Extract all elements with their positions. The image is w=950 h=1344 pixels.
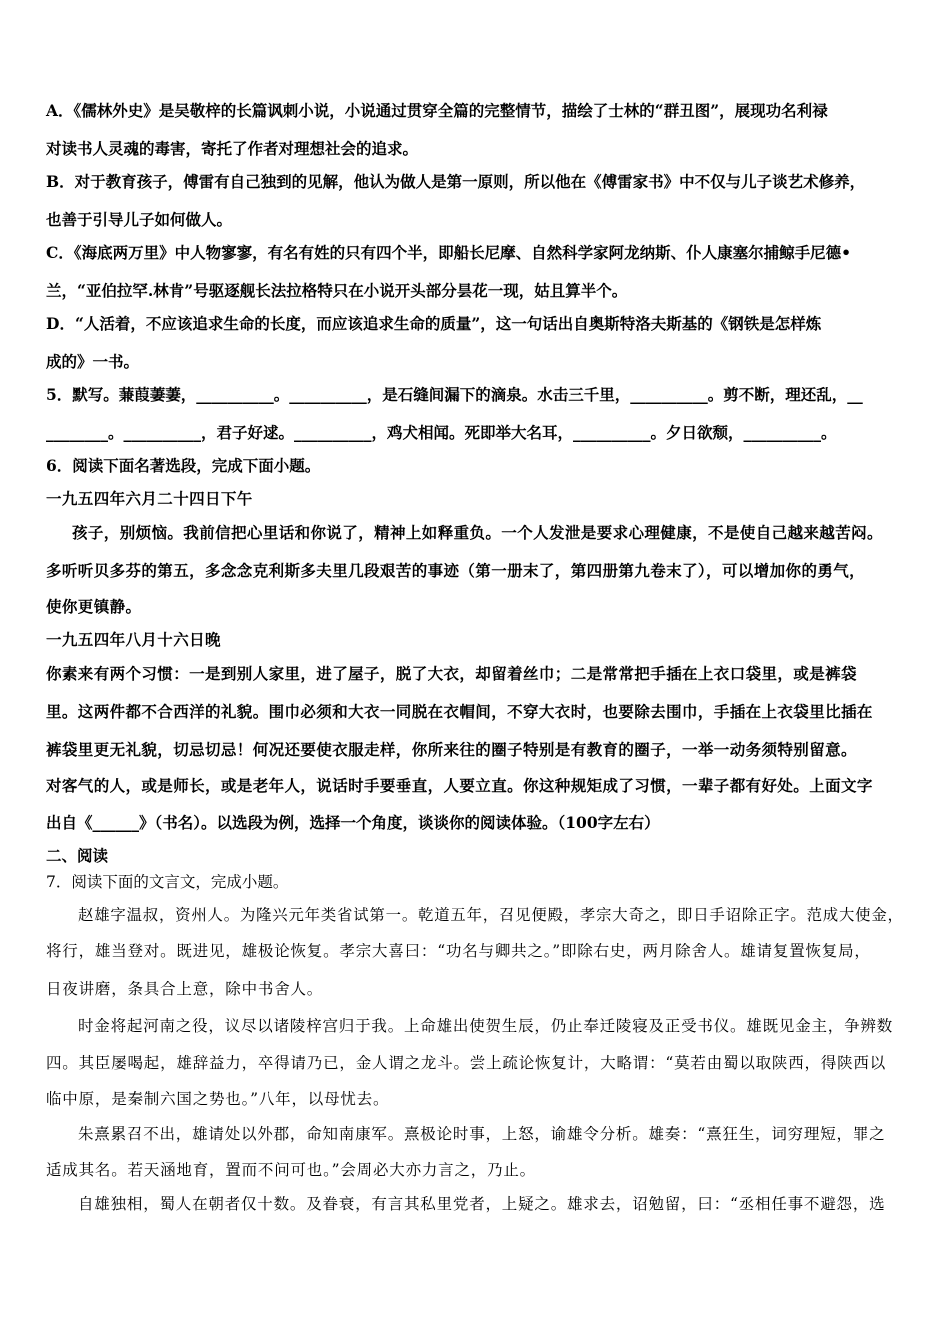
question-5-line-2: ________。__________，君子好逑。__________，鸡犬相闻。死即举大名耳，__________。夕日欲颓，__________。 [46,423,837,442]
passage-p3-line-1: 朱熹累召不出，雄请处以外郡，命知南康军。熹极论时事，上怒，谕雄令分析。雄奏：“熹狂生，词穷理短，罪之 [78,1125,886,1143]
passage-p4-line-1: 自雄独相，蜀人在朝者仅十数。及眷衰，有言其私里党者，上疑之。雄求去，诏勉留，曰：“丞相任事不避怨，选 [78,1195,886,1213]
passage-p3-line-2: 适成其名。若天涵地育，置而不问可也。”会周必大亦力言之，乃止。 [46,1161,536,1179]
letter-1-line-1: 孩子，别烦恼。我前信把心里话和你说了，精神上如释重负。一个人发泄是要求心理健康，不是使自己越来越苦闷。 [72,523,883,542]
letter-2-line-4: 对客气的人，或是师长，或是老年人，说话时手要垂直，人要立直。你这种规矩成了习惯，一辈子都有好处。上面文字 [46,776,873,795]
question-5-line-1: 5．默写。蒹葭萋萋，__________。__________，是石缝间漏下的滴泉。水击三千里，__________。剪不断，理还乱，__ [46,385,863,404]
option-a-line-2: 对读书人灵魂的毒害，寄托了作者对理想社会的追求。 [46,139,419,158]
passage-p1-line-2: 将行，雄当登对。既进见，雄极论恢复。孝宗大喜曰：“功名与卿共之。”即除右史，两月除舍人。雄请复置恢复局， [46,942,871,960]
option-d-line-1: D．“人活着，不应该追求生命的长度，而应该追求生命的质量”，这一句话出自奥斯特洛夫斯基的《钢铁是怎样炼 [46,314,822,333]
section-heading: 二、阅读 [46,846,109,865]
letter-2-line-3: 裤袋里更无礼貌，切忌切忌！何况还要使衣服走样，你所来往的圈子特别是有教育的圈子，一举一动务须特别留意。 [46,740,857,759]
passage-p1-line-1: 赵雄字温叔，资州人。为隆兴元年类省试第一。乾道五年，召见便殿，孝宗大奇之，即日手诏除正字。范成大使金， [78,906,904,924]
option-c-line-2: 兰，“亚伯拉罕.林肯”号驱逐舰长法拉格特只在小说开头部分昙花一现，姑且算半个。 [46,281,628,300]
letter-date-1: 一九五四年六月二十四日下午 [46,489,253,508]
option-c-line-1: C．《海底两万里》中人物寥寥，有名有姓的只有四个半，即船长尼摩、自然科学家阿龙纳斯、仆人康塞尔捕鲸手尼德• [46,243,851,262]
passage-p2-line-3: 临中原，是秦制六国之势也。”八年，以母忧去。 [46,1090,390,1108]
option-a-line-1: A．《儒林外史》是吴敬梓的长篇讽刺小说，小说通过贯穿全篇的完整情节，描绘了士林的“群丑图”，展现功名利禄 [46,101,828,120]
question-7-prompt: 7．阅读下面的文言文，完成小题。 [46,873,289,891]
passage-p2-line-1: 时金将起河南之役，议尽以诸陵梓宫归于我。上命雄出使贺生辰，仍止奉迁陵寝及正受书仪。雄既见金主，争辨数 [78,1017,894,1035]
letter-1-line-2: 多听听贝多芬的第五，多念念克利斯多夫里几段艰苦的事迹（第一册末了，第四册第九卷末了），可以增加你的勇气， [46,561,866,580]
question-6-prompt: 6．阅读下面名著选段，完成下面小题。 [46,456,321,475]
option-b-line-2: 也善于引导儿子如何做人。 [46,210,233,229]
passage-p2-line-2: 四。其臣屡喝起，雄辞益力，卒得请乃已，金人谓之龙斗。尝上疏论恢复计，大略谓：“莫若由蜀以取陕西，得陕西以 [46,1054,887,1072]
letter-2-line-2: 里。这两件都不合西洋的礼貌。围巾必须和大衣一同脱在衣帽间，不穿大衣时，也要除去围巾，手插在上衣袋里比插在 [46,702,873,721]
letter-2-line-1: 你素来有两个习惯：一是到别人家里，进了屋子，脱了大衣，却留着丝巾；二是常常把手插在上衣口袋里，或是裤袋 [46,664,857,683]
option-b-line-1: B．对于教育孩子，傅雷有自己独到的见解，他认为做人是第一原则，所以他在《傅雷家书》中不仅与儿子谈艺术修养， [46,172,866,191]
letter-1-line-3: 使你更镇静。 [46,597,142,616]
question-6-task: 出自《______》（书名）。以选段为例，选择一个角度，谈谈你的阅读体验。（100字左右） [46,813,660,832]
letter-date-2: 一九五四年八月十六日晚 [46,630,221,649]
option-d-line-2: 成的》一书。 [46,352,140,371]
passage-p1-line-3: 日夜讲磨，条具合上意，除中书舍人。 [46,980,324,998]
